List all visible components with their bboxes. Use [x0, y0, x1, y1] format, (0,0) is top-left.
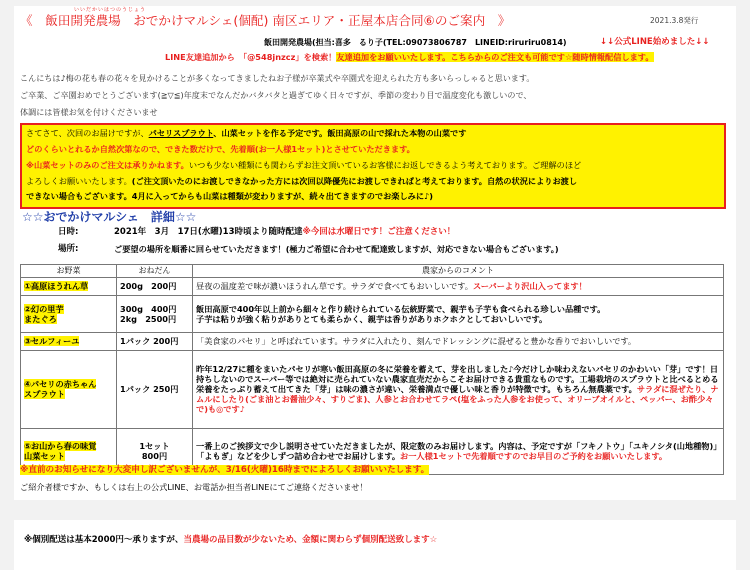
order-deadline-text: ※直前のお知らせになり大変申し訳ございませんが、3/16(火曜)16時までによろしくお願いいたします。: [20, 465, 430, 475]
notice-line-1: [26, 129, 466, 138]
line-id-desc: 友達追加をお願いいたします。こちらからのご注文も可能です☆随時情報配信します。: [336, 52, 654, 62]
table-row: [21, 277, 724, 295]
greeting-line-3: 体調には皆様お気を付けくださいませ: [20, 107, 158, 117]
date-value: [114, 228, 455, 238]
row-3-name-text: ③セルフィーユ: [24, 336, 80, 347]
notice-line-1c: 、山菜セットを作る予定です。飯田高原の山で採れた本物の山菜です: [213, 128, 467, 138]
row-4-comment-text: 昨年12/27に種をまいたパセリが寒い飯田高原の冬に栄養を蓄えて、芽を出しました♪今だけしか味わえないパセリのかわいい「芽」です！日持ちしないのでスーパー等では絶対に売られていない農家直売だからこそお届けできる貴重なものです。工場栽培のスプラウトと比べるとめる栄養をたっぷり蓄えて出てきた「芽」は味の濃さが違い、栄養満点で優しい味と香りが特徴です。もちろん無農薬です。: [196, 364, 719, 395]
date-warning: ※今回は水曜日です！ご注意ください！: [302, 227, 456, 237]
header-vegetable: お野菜: [21, 265, 117, 278]
row-5-comment-red: お一人様1セットで先着順ですのでお早目のご予約をお願いいたします。: [400, 451, 668, 462]
page-title: 《 飯田開発農場 おでかけマルシェ(個配) 南区エリア・正屋本店合同⑥のご案内 》: [20, 13, 511, 28]
table-row: [21, 295, 724, 332]
row-1-name: [21, 277, 117, 295]
row-5-comment-text: 一番上のご挨拶文で少し説明させていただきましたが、限定数のみお届けします。内容は、予定ですが「フキノトウ」「ユキノシタ(山地種物)」「よもぎ」などを少しずつ詰め合わせでお届けします。: [196, 441, 718, 462]
row-1-price: 200g 200円: [117, 277, 193, 295]
row-4-comment-red: サラダに混ぜたり、ナムルにしたり(ごま油とお醤油少々、すりごま)、人参とお合わせてラペ(塩をふった人参をお使って、オリーブオイルと、ペッパー、お酢少々で)も◎です♪: [196, 384, 719, 415]
date-text: 2021年 3月 17日(水曜)13時頃より随時配達: [114, 227, 303, 237]
header-comment: 農家からのコメント: [193, 265, 724, 278]
line-id-notice: [165, 53, 654, 62]
row-5-name-text: ⑤お山から春の味覚 山菜セット: [24, 441, 97, 462]
notice-line-3: [26, 161, 581, 170]
row-2-comment: 飯田高原で400年以上前から細々と作り続けられている伝統野菜で、親芋も子芋も食べられる珍しい品種です。 子芋は粘りが強く粘りがありとても柔らかく、親芋は香りがありホクホクとしておいしいです。: [193, 295, 724, 332]
row-4-price: 1パック 250円: [117, 350, 193, 428]
row-3-name: [21, 332, 117, 350]
greeting-line-1: こんにちは♪梅の花も春の花々を見かけることが多くなってきましたねお子様が卒業式や卒園式を迎えられた方も多いらっしゃると思います。: [20, 73, 535, 83]
delivery-note: [24, 536, 437, 546]
line-id-label: LINE友達追加から 「@548jnzcz」を検索！: [165, 52, 337, 62]
greeting-line-2: ご卒業、ご卒園おめでとうございます(≧▽≦)年度末でなんだかバタバタと過ぎてゆく日々ですが、季節の変わり目で温度変化も激しいので、: [20, 90, 532, 100]
row-5-price: 1セット 800円: [117, 428, 193, 474]
row-3-price: 1パック 200円: [117, 332, 193, 350]
row-1-comment: [193, 277, 724, 295]
row-4-name-text: ④パセリの赤ちゃん スプラウト: [24, 379, 97, 400]
notice-line-4b: (ご注文頂いたのにお渡しできなかった方には次回以降優先にお渡しできればと考えております。自然の状況によりお渡し: [131, 176, 578, 186]
date-label: 日時:: [58, 227, 79, 237]
issue-date: 2021.3.8発行: [650, 16, 699, 25]
notice-line-3a: ※山菜セットのみのご注文は承りかねます。: [26, 160, 189, 170]
row-2-price: 300g 400円 2kg 2500円: [117, 295, 193, 332]
row-2-name: [21, 295, 117, 332]
notice-sprout: パセリスプラウト: [148, 128, 214, 138]
header-price: おねだん: [117, 265, 193, 278]
notice-line-5: できない場合もございます。4月に入ってからも山菜は種類が変わりますが、続々出てきますのでお楽しみに♪): [26, 191, 434, 201]
notice-line-1a: さてさて、次回のお届けですが、: [26, 128, 149, 138]
next-delivery-notice: [20, 123, 726, 209]
table-row: [21, 350, 724, 428]
row-4-comment: [193, 350, 724, 428]
line-start-notice: ↓↓公式LINE始めました↓↓: [600, 37, 710, 47]
delivery-note-b: 当農場の品目数が少ないため、金額に関わらず個別配送致します☆: [183, 535, 438, 545]
notice-line-4a: よろしくお願いいたします。: [26, 176, 132, 186]
contact-info: 飯田開発農場(担当:喜多 るり子(TEL:09073806787 LINEID:riruriru0814): [264, 38, 567, 47]
title-ruby: いいだかいはつのうじょう: [74, 7, 147, 13]
product-table: [20, 264, 724, 475]
table-row: [21, 332, 724, 350]
delivery-note-a: ※個別配送は基本2000円〜承りますが、: [24, 535, 184, 545]
row-4-name: [21, 350, 117, 428]
notice-line-4: [26, 177, 577, 186]
referral-note: ご紹介者様ですか、もしくは右上の公式LINE、お電話か担当者LINEにてご連絡くださいませ！: [20, 482, 368, 492]
row-1-comment-red: スーパーより沢山入ってます！: [472, 281, 587, 292]
flyer-page: [14, 6, 736, 500]
notice-line-3b: いつも少ない種類にも関わらずお注文頂いているお客様にお返しできるよう考えております。ご理解のほど: [188, 160, 582, 170]
details-title: ☆☆おでかけマルシェ 詳細☆☆: [22, 210, 197, 224]
order-deadline: [20, 466, 429, 476]
row-1-name-text: ①高原ほうれん草: [24, 281, 89, 292]
place-value: ご要望の場所を順番に回らせていただきます！(極力ご希望に合わせて配達致しますが、対応できない場合もございます。): [114, 244, 559, 254]
table-header-row: [21, 265, 724, 278]
row-2-name-text: ②幻の里芋 またぐろ: [24, 303, 64, 324]
next-page: [14, 520, 736, 570]
row-1-comment-text: 昼夜の温度差で味が濃いほうれん草です。サラダで食べてもおいしいです。: [196, 281, 473, 292]
row-3-comment: 「美食家のパセリ」と呼ばれています。サラダに入れたり、刻んでドレッシングに混ぜると豊かな香りでおいしいです。: [193, 332, 724, 350]
place-label: 場所:: [58, 244, 79, 254]
notice-line-2: どのくらいとれるか自然次第なので、できた数だけで、先着順(お一人様1セット)とさせていただきます。: [26, 144, 415, 154]
